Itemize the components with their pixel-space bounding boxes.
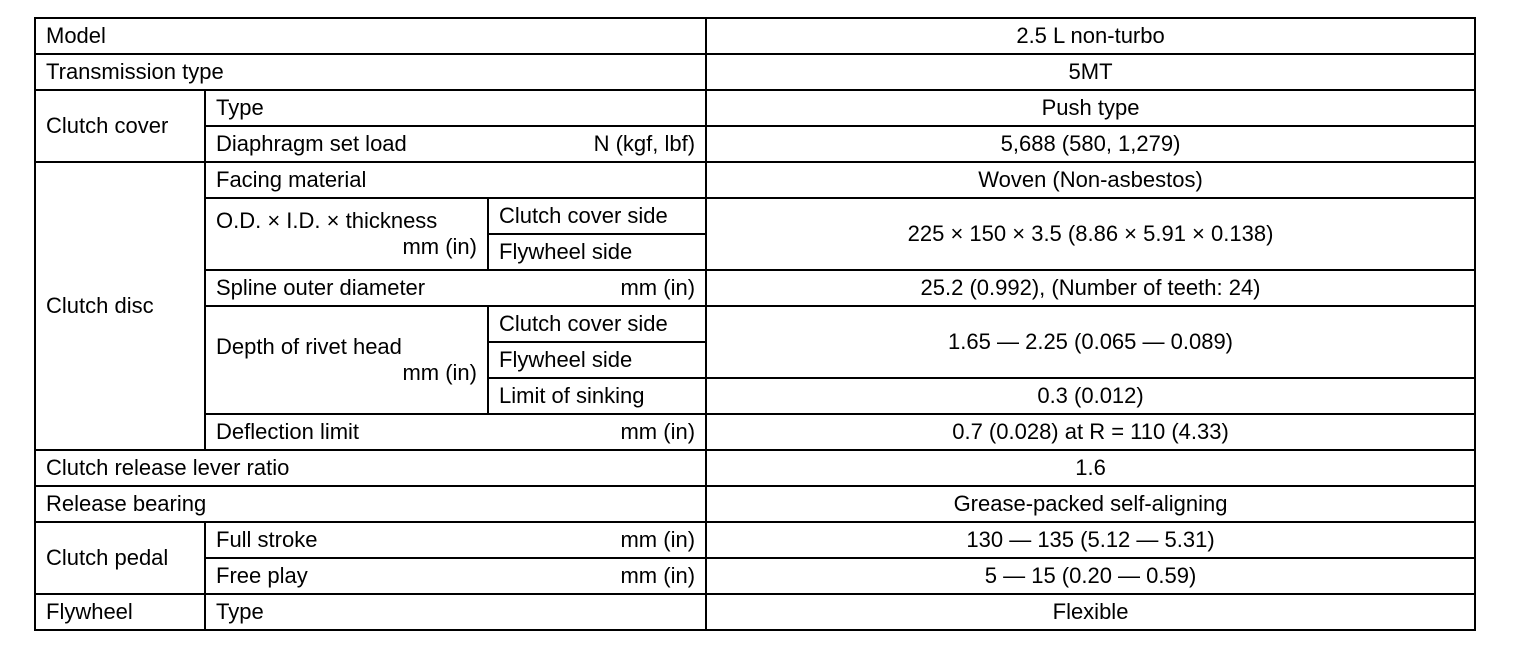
row-value-release-lever: 1.6	[706, 450, 1475, 486]
item-label-od: O.D. × I.D. × thickness	[216, 208, 438, 233]
item-cell-od	[205, 198, 488, 270]
table-row	[35, 594, 1475, 630]
row-value-model: 2.5 L non-turbo	[706, 18, 1475, 54]
table-row	[35, 486, 1475, 522]
row-label-model: Model	[35, 18, 706, 54]
table-row	[35, 306, 1475, 342]
item-unit-spline: mm (in)	[620, 275, 696, 300]
item-label-facing: Facing material	[205, 162, 706, 198]
table-row	[35, 198, 1475, 234]
item-label-diaphragm: Diaphragm set load	[216, 131, 407, 156]
item-label-flywheel-type: Type	[205, 594, 706, 630]
item-label-full-stroke: Full stroke	[216, 527, 318, 552]
item-unit-diaphragm: N (kgf, lbf)	[593, 131, 696, 156]
row-value-release-bearing: Grease-packed self-aligning	[706, 486, 1475, 522]
item-cell-full-stroke	[205, 522, 706, 558]
table-row	[35, 162, 1475, 198]
item-label-free-play: Free play	[216, 563, 308, 588]
item-unit-free-play: mm (in)	[620, 563, 696, 588]
sub-label-rivet-cover-side: Clutch cover side	[488, 306, 706, 342]
group-label-clutch-pedal: Clutch pedal	[35, 522, 205, 594]
sub-label-od-cover-side: Clutch cover side	[488, 198, 706, 234]
table-row	[35, 18, 1475, 54]
table-row	[35, 414, 1475, 450]
spec-table	[34, 17, 1476, 631]
item-unit-od: mm (in)	[402, 234, 477, 259]
table-row	[35, 450, 1475, 486]
row-label-release-bearing: Release bearing	[35, 486, 706, 522]
table-row	[35, 54, 1475, 90]
row-label-transmission: Transmission type	[35, 54, 706, 90]
sub-label-od-flywheel-side: Flywheel side	[488, 234, 706, 270]
table-row	[35, 522, 1475, 558]
sub-label-rivet-flywheel-side: Flywheel side	[488, 342, 706, 378]
item-value-deflection: 0.7 (0.028) at R = 110 (4.33)	[706, 414, 1475, 450]
group-label-clutch-disc: Clutch disc	[35, 162, 205, 450]
item-cell-spline	[205, 270, 706, 306]
item-value-sinking: 0.3 (0.012)	[706, 378, 1475, 414]
item-value-free-play: 5 — 15 (0.20 — 0.59)	[706, 558, 1475, 594]
item-value-flywheel-type: Flexible	[706, 594, 1475, 630]
group-label-clutch-cover: Clutch cover	[35, 90, 205, 162]
item-label-rivet: Depth of rivet head	[216, 334, 402, 359]
item-label-deflection: Deflection limit	[216, 419, 360, 444]
item-cell-free-play	[205, 558, 706, 594]
item-value-diaphragm: 5,688 (580, 1,279)	[706, 126, 1475, 162]
table-row	[35, 126, 1475, 162]
item-value-od: 225 × 150 × 3.5 (8.86 × 5.91 × 0.138)	[706, 198, 1475, 270]
item-cell-deflection	[205, 414, 706, 450]
item-unit-deflection: mm (in)	[620, 419, 696, 444]
item-cell-rivet	[205, 306, 488, 414]
table-row	[35, 270, 1475, 306]
item-label-spline: Spline outer diameter	[216, 275, 426, 300]
group-label-flywheel: Flywheel	[35, 594, 205, 630]
item-unit-full-stroke: mm (in)	[620, 527, 696, 552]
table-row	[35, 558, 1475, 594]
item-unit-rivet: mm (in)	[402, 360, 477, 385]
table-row	[35, 90, 1475, 126]
item-label-cover-type: Type	[205, 90, 706, 126]
item-value-rivet: 1.65 — 2.25 (0.065 — 0.089)	[706, 306, 1475, 378]
item-value-full-stroke: 130 — 135 (5.12 — 5.31)	[706, 522, 1475, 558]
item-value-facing: Woven (Non-asbestos)	[706, 162, 1475, 198]
item-cell-diaphragm	[205, 126, 706, 162]
row-label-release-lever: Clutch release lever ratio	[35, 450, 706, 486]
sub-label-sinking: Limit of sinking	[488, 378, 706, 414]
item-value-spline: 25.2 (0.992), (Number of teeth: 24)	[706, 270, 1475, 306]
item-value-cover-type: Push type	[706, 90, 1475, 126]
row-value-transmission: 5MT	[706, 54, 1475, 90]
